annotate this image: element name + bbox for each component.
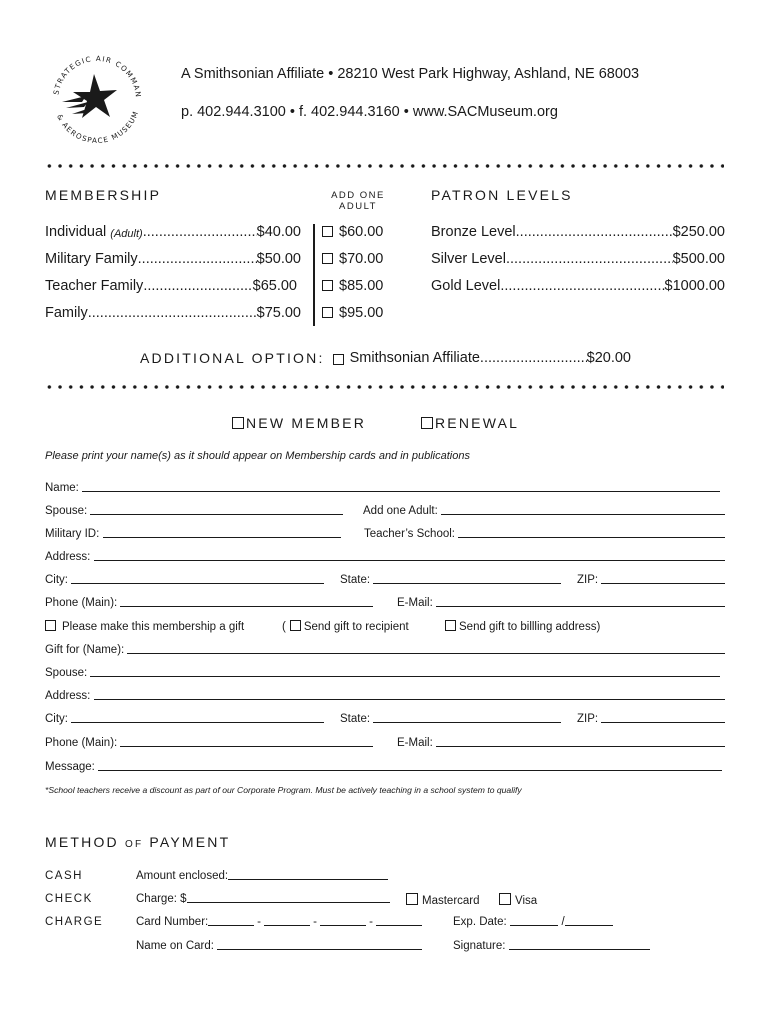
gift-state-field[interactable]: State: xyxy=(340,713,561,725)
mastercard-option[interactable]: Mastercard xyxy=(406,893,480,907)
header-contact: p. 402.944.3100 • f. 402.944.3160 • www.SACMuseum.org xyxy=(181,104,558,120)
mastercard-checkbox[interactable] xyxy=(406,893,418,905)
add-one-adult-field[interactable]: Add one Adult: xyxy=(363,505,725,517)
new-member-checkbox[interactable] xyxy=(232,417,244,429)
renewal-checkbox[interactable] xyxy=(421,417,433,429)
state-field[interactable]: State: xyxy=(340,574,561,586)
name-on-card-field[interactable]: Name on Card: xyxy=(136,940,422,952)
print-instruction: Please print your name(s) as it should appear on Membership cards and in publications xyxy=(45,450,470,462)
teachers-school-field[interactable]: Teacher’s School: xyxy=(364,528,725,540)
gift-address-field[interactable]: Address: xyxy=(45,690,725,702)
membership-title: MEMBERSHIP xyxy=(45,187,162,203)
renewal-option[interactable]: RENEWAL xyxy=(421,415,519,431)
smithsonian-affiliate-checkbox[interactable] xyxy=(333,354,344,365)
cash-label: CASH xyxy=(45,870,83,882)
additional-option-row: ADDITIONAL OPTION: Smithsonian Affiliate ..... $20.00 xyxy=(140,350,631,366)
add-adult-teacher[interactable]: $85.00 xyxy=(322,278,383,294)
dotted-divider xyxy=(44,384,724,390)
message-field[interactable]: Message: xyxy=(45,761,722,773)
gift-email-field[interactable]: E-Mail: xyxy=(397,737,725,749)
visa-option[interactable]: Visa xyxy=(499,893,537,907)
zip-field[interactable]: ZIP: xyxy=(577,574,725,586)
dotted-divider xyxy=(44,163,724,169)
membership-row-family: Family ..... $75.00 xyxy=(45,305,301,321)
header-address: A Smithsonian Affiliate • 28210 West Park Highway, Ashland, NE 68003 xyxy=(181,66,640,82)
add-adult-checkbox[interactable] xyxy=(322,226,333,237)
add-adult-individual[interactable]: $60.00 xyxy=(322,224,383,240)
membership-row-military-family: Military Family ..... $50.00 xyxy=(45,251,301,267)
amount-enclosed-field[interactable]: Amount enclosed: xyxy=(136,870,388,882)
email-field[interactable]: E-Mail: xyxy=(397,597,725,609)
patron-row-silver: Silver Level ..... $500.00 xyxy=(431,251,725,267)
send-to-billing-option[interactable]: Send gift to billling address) xyxy=(445,620,600,633)
patron-row-gold: Gold Level ..... $1000.00 xyxy=(431,278,725,294)
sac-museum-logo xyxy=(42,42,152,152)
gift-option[interactable]: Please make this membership a gift xyxy=(45,620,244,633)
membership-row-teacher-family: Teacher Family ..... $65.00 xyxy=(45,278,297,294)
svg-text:STRATEGIC AIR COMMAND: STRATEGIC AIR COMMAN xyxy=(51,53,144,99)
gift-phone-field[interactable]: Phone (Main): xyxy=(45,737,373,749)
gift-checkbox[interactable] xyxy=(45,620,56,631)
add-adult-family[interactable]: $95.00 xyxy=(322,305,383,321)
patron-levels-title: PATRON LEVELS xyxy=(431,187,573,203)
signature-field[interactable]: Signature: xyxy=(453,940,650,952)
city-field[interactable]: City: xyxy=(45,574,324,586)
card-number-field[interactable]: Card Number: - - - xyxy=(136,916,422,928)
send-billing-checkbox[interactable] xyxy=(445,620,456,631)
gift-zip-field[interactable]: ZIP: xyxy=(577,713,725,725)
patron-row-bronze: Bronze Level ..... $250.00 xyxy=(431,224,725,240)
add-adult-military[interactable]: $70.00 xyxy=(322,251,383,267)
add-adult-checkbox[interactable] xyxy=(322,307,333,318)
name-field[interactable]: Name: xyxy=(45,482,720,494)
column-divider xyxy=(313,224,315,326)
gift-spouse-field[interactable]: Spouse: xyxy=(45,667,720,679)
gift-for-name-field[interactable]: Gift for (Name): xyxy=(45,644,725,656)
payment-title: METHOD OF PAYMENT xyxy=(45,834,231,850)
add-adult-checkbox[interactable] xyxy=(322,253,333,264)
star-icon xyxy=(62,74,117,118)
check-label: CHECK xyxy=(45,893,93,905)
address-field[interactable]: Address: xyxy=(45,551,725,563)
membership-row-individual: Individual (Adult) ..... $40.00 xyxy=(45,224,301,244)
send-recipient-checkbox[interactable] xyxy=(290,620,301,631)
svg-text:& AEROSPACE MUSEUM: & AEROSPACE MUSEUM xyxy=(55,109,141,146)
phone-field[interactable]: Phone (Main): xyxy=(45,597,373,609)
teacher-discount-footnote: *School teachers receive a discount as part of our Corporate Program. Must be actively teaching in a school system to qualify xyxy=(45,785,522,795)
add-one-adult-header: ADD ONE ADULT xyxy=(331,190,385,212)
gift-city-field[interactable]: City: xyxy=(45,713,324,725)
charge-amount-field[interactable]: Charge: $ xyxy=(136,893,390,905)
new-member-option[interactable]: NEW MEMBER xyxy=(232,415,366,431)
charge-label: CHARGE xyxy=(45,916,104,928)
visa-checkbox[interactable] xyxy=(499,893,511,905)
military-id-field[interactable]: Military ID: xyxy=(45,528,341,540)
spouse-field[interactable]: Spouse: xyxy=(45,505,343,517)
add-adult-checkbox[interactable] xyxy=(322,280,333,291)
send-to-recipient-option[interactable]: ( Send gift to recipient xyxy=(282,621,409,633)
exp-date-field[interactable]: Exp. Date: / xyxy=(453,916,613,928)
